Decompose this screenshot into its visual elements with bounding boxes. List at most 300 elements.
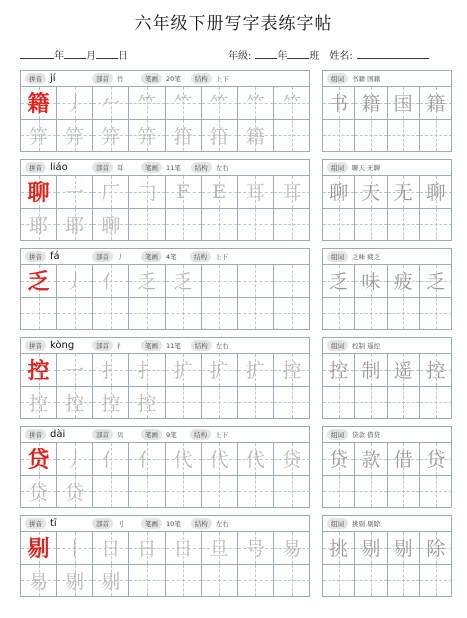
trace-char: ⺮ [245,93,265,116]
grid-cell[interactable] [21,565,57,598]
word-practice-box [322,159,452,241]
grid-cell[interactable] [21,176,57,209]
grid-cell[interactable] [93,387,129,420]
word-char: 控 [426,360,446,383]
grid-cell[interactable] [93,209,129,242]
grid-cell[interactable] [238,354,274,387]
grid-cell[interactable] [355,476,387,509]
grid-cell[interactable] [93,87,129,120]
grid-cell[interactable] [57,298,93,331]
practice-row [20,70,452,152]
month-blank[interactable] [64,49,86,59]
grid-cell[interactable] [21,354,57,387]
trace-char: 贷 [282,449,302,472]
practice-grid [21,265,309,330]
day-label: 日 [118,51,128,62]
grid-cell[interactable] [21,265,57,298]
trace-char: 箝 [209,125,229,148]
grid-cell[interactable] [274,532,310,565]
words-value: 贷款 借贷 [352,431,381,439]
grid-cell[interactable] [238,476,274,509]
grid-cell[interactable] [202,298,238,331]
grid-cell[interactable] [57,87,93,120]
grid-cell[interactable] [355,354,387,387]
word-char: 乏 [329,271,349,294]
guide-line [292,265,293,297]
grid-cell[interactable] [323,120,355,153]
grid-cell[interactable] [420,120,452,153]
trace-char: 乏 [137,271,157,294]
trace-char: 笄 [137,125,157,148]
month-label: 月 [86,51,96,62]
grid-cell[interactable] [388,176,420,209]
guide-line [255,209,256,241]
strokes-pill: 笔画 [141,73,162,84]
guide-line [255,387,256,419]
pinyin-value: dài [50,429,66,440]
grid-cell[interactable] [420,532,452,565]
grid-cell[interactable] [129,209,165,242]
structure-value: 上下 [215,253,228,261]
day-blank[interactable] [96,49,118,59]
char-practice-box [20,248,310,330]
trace-char: 旦 [209,538,229,561]
guide-line [219,265,220,297]
guide-line [436,565,437,597]
grid-cell[interactable] [129,565,165,598]
guide-line [183,476,184,508]
guide-line [111,476,112,508]
guide-line [255,565,256,597]
word-char: 制 [361,360,381,383]
structure-pill: 结构 [191,73,212,84]
grid-cell[interactable] [323,354,355,387]
trace-char: 控 [282,360,302,383]
grid-cell[interactable] [274,265,310,298]
grade-suffix: 年 [277,51,288,62]
grid-cell[interactable] [202,565,238,598]
trace-char: 亻 [101,271,121,294]
grid-cell[interactable] [274,209,310,242]
year-label: 年 [54,51,64,62]
trace-char: 代 [173,449,193,472]
char-info-bar [21,249,309,265]
grid-cell[interactable] [388,532,420,565]
grid-cell[interactable] [355,565,387,598]
grid-cell[interactable] [57,120,93,153]
trace-char: 厂 [101,182,121,205]
guide-line [371,120,372,152]
grid-cell[interactable] [274,120,310,153]
practice-row [20,426,452,508]
trace-char: 亻 [137,449,157,472]
word-char: 乏 [426,271,446,294]
guide-line [219,298,220,330]
grid-cell[interactable] [57,209,93,242]
trace-char: 控 [29,392,49,415]
word-char: 籍 [426,93,446,116]
grid-cell[interactable] [388,265,420,298]
student-line [228,47,429,62]
trace-char: 乏 [173,271,193,294]
trace-char: 日 [137,538,157,561]
grid-cell[interactable] [57,476,93,509]
guide-line [403,565,404,597]
structure-value: 上下 [215,431,228,439]
grid-cell[interactable] [388,209,420,242]
guide-line [436,387,437,419]
grid-cell[interactable] [238,532,274,565]
pinyin-pill: 拼音 [25,162,46,173]
grid-cell[interactable] [21,209,57,242]
grid-cell[interactable] [166,443,202,476]
grid-cell[interactable] [93,565,129,598]
guide-line [292,565,293,597]
grid-cell[interactable] [166,565,202,598]
words-value: 书籍 国籍 [352,75,381,83]
guide-line [436,476,437,508]
grid-cell[interactable] [21,298,57,331]
guide-line [255,265,256,297]
char-practice-box [20,159,310,241]
date-line [20,47,128,62]
word-grid [323,532,451,597]
class-label: 班 [309,51,320,62]
word-practice-box [322,426,452,508]
trace-char: 日 [173,538,193,561]
words-pill: 组词 [327,251,348,262]
grid-cell[interactable] [57,443,93,476]
trace-char: ⺮ [209,93,229,116]
strokes-pill: 笔画 [141,429,162,440]
trace-char: 扩 [245,360,265,383]
grid-cell[interactable] [323,532,355,565]
grid-cell[interactable] [93,265,129,298]
grid-cell[interactable] [274,387,310,420]
trace-char: 耶 [29,214,49,237]
grid-cell[interactable] [323,565,355,598]
grid-cell[interactable] [166,87,202,120]
grid-cell[interactable] [355,265,387,298]
radical-pill: 部首 [92,251,113,262]
grid-cell[interactable] [388,87,420,120]
word-char: 疲 [393,271,413,294]
grid-cell[interactable] [129,298,165,331]
guide-line [403,298,404,330]
trace-char: 控 [137,392,157,415]
grid-cell[interactable] [238,265,274,298]
trace-char: 一 [65,182,85,205]
grid-cell[interactable] [166,532,202,565]
practice-row [20,337,452,419]
guide-line [147,476,148,508]
grid-cell[interactable] [21,476,57,509]
grid-cell[interactable] [202,87,238,120]
grid-cell[interactable] [323,298,355,331]
guide-line [39,298,40,330]
radical-value: 刂 [117,520,124,528]
pinyin-value: fá [50,251,60,262]
char-info-bar [21,427,309,443]
structure-pill: 结构 [191,340,212,351]
grid-cell[interactable] [388,443,420,476]
pinyin-pill: 拼音 [25,251,46,262]
grid-cell[interactable] [274,176,310,209]
grid-cell[interactable] [323,387,355,420]
guide-line [436,209,437,241]
words-pill: 组词 [327,518,348,529]
words-pill: 组词 [327,429,348,440]
grid-cell[interactable] [93,532,129,565]
char-info-bar [21,338,309,354]
class-blank[interactable] [287,49,309,59]
radical-pill: 部首 [92,518,113,529]
grid-cell[interactable] [238,209,274,242]
grid-cell[interactable] [166,476,202,509]
grid-cell[interactable] [420,476,452,509]
grid-cell[interactable] [21,387,57,420]
page-title: 六年级下册写字表练字帖 [134,14,333,34]
grid-cell[interactable] [129,120,165,153]
grid-cell[interactable] [93,443,129,476]
trace-char: 易 [29,570,49,593]
grid-cell[interactable] [57,532,93,565]
model-char: 聊 [27,180,50,207]
grid-cell[interactable] [388,565,420,598]
trace-char: 扩 [173,360,193,383]
grid-cell[interactable] [202,476,238,509]
grid-cell[interactable] [202,176,238,209]
grid-cell[interactable] [129,476,165,509]
grid-cell[interactable] [355,298,387,331]
radical-value: 竹 [117,75,124,83]
grid-cell[interactable] [355,87,387,120]
guide-line [403,476,404,508]
grid-cell[interactable] [129,532,165,565]
word-grid [323,265,451,330]
grid-cell[interactable] [274,87,310,120]
model-char: 籍 [27,91,50,118]
words-pill: 组词 [327,162,348,173]
grid-cell[interactable] [388,354,420,387]
pinyin-value: jí [50,73,56,84]
trace-char: ⺮ [282,93,302,116]
grid-cell[interactable] [202,532,238,565]
grid-cell[interactable] [420,354,452,387]
grid-cell[interactable] [420,387,452,420]
grid-cell[interactable] [93,476,129,509]
guide-line [255,476,256,508]
trace-char: 耶 [65,214,85,237]
grid-cell[interactable] [355,443,387,476]
guide-line [371,298,372,330]
guide-line [183,387,184,419]
trace-char: 耳 [245,182,265,205]
grid-cell[interactable] [57,265,93,298]
strokes-value: 10笔 [166,520,181,528]
grid-cell[interactable] [388,476,420,509]
grid-cell[interactable] [323,265,355,298]
grid-cell[interactable] [166,120,202,153]
trace-char: 笄 [101,125,121,148]
grid-cell[interactable] [129,87,165,120]
grid-cell[interactable] [323,87,355,120]
grid-cell[interactable] [166,387,202,420]
words-value: 控制 遥控 [352,342,381,350]
grid-cell[interactable] [57,176,93,209]
structure-value: 左右 [215,164,229,172]
word-char: 天 [361,182,381,205]
grid-cell[interactable] [202,265,238,298]
grid-cell[interactable] [323,176,355,209]
grid-cell[interactable] [238,87,274,120]
grid-cell[interactable] [129,443,165,476]
trace-char: 日 [101,538,121,561]
grid-cell[interactable] [420,565,452,598]
grid-cell[interactable] [166,354,202,387]
strokes-pill: 笔画 [141,340,162,351]
guide-line [371,565,372,597]
grade-blank[interactable] [255,49,277,59]
words-value: 聊天 无聊 [352,164,381,172]
radical-value: 耳 [117,164,124,172]
word-char: 控 [329,360,349,383]
grid-cell[interactable] [129,354,165,387]
word-info-bar [323,160,451,176]
word-char: 国 [393,93,413,116]
grid-cell[interactable] [420,443,452,476]
trace-char: 贷 [65,481,85,504]
grid-cell[interactable] [166,298,202,331]
grid-cell[interactable] [93,354,129,387]
grid-cell[interactable] [420,265,452,298]
word-char: 剔 [361,538,381,561]
grid-cell[interactable] [274,476,310,509]
grid-cell[interactable] [166,265,202,298]
guide-line [183,209,184,241]
words-pill: 组词 [327,73,348,84]
grid-cell[interactable] [355,209,387,242]
trace-char: 剔 [65,570,85,593]
structure-value: 左右 [215,342,229,350]
guide-line [219,209,220,241]
grid-cell[interactable] [21,87,57,120]
char-practice-box [20,426,310,508]
grid-cell[interactable] [323,209,355,242]
grid-cell[interactable] [323,443,355,476]
grid-cell[interactable] [57,387,93,420]
pinyin-value: kòng [50,340,75,351]
guide-line [292,476,293,508]
grid-cell[interactable] [355,387,387,420]
structure-pill: 结构 [190,429,211,440]
grid-cell[interactable] [238,387,274,420]
word-grid [323,87,451,152]
guide-line [371,387,372,419]
guide-line [219,387,220,419]
word-char: 款 [361,449,381,472]
grid-cell[interactable] [93,120,129,153]
guide-line [292,120,293,152]
trace-char: 笄 [29,125,49,148]
guide-line [339,565,340,597]
grid-cell[interactable] [21,443,57,476]
word-char: 味 [361,271,381,294]
grid-cell[interactable] [129,265,165,298]
structure-value: 左右 [215,520,229,528]
grid-cell[interactable] [355,176,387,209]
grid-cell[interactable] [166,176,202,209]
grid-cell[interactable] [420,87,452,120]
grid-cell[interactable] [238,565,274,598]
grid-cell[interactable] [202,354,238,387]
grid-cell[interactable] [274,443,310,476]
grid-cell[interactable] [57,565,93,598]
word-char: 无 [393,182,413,205]
grid-cell[interactable] [238,176,274,209]
grid-cell[interactable] [21,532,57,565]
grid-cell[interactable] [355,532,387,565]
guide-line [111,298,112,330]
guide-line [403,120,404,152]
grid-cell[interactable] [129,176,165,209]
grid-cell[interactable] [202,387,238,420]
char-info-bar [21,71,309,87]
trace-char: 聊 [101,214,121,237]
grid-cell[interactable] [420,298,452,331]
grid-cell[interactable] [420,209,452,242]
grid-cell[interactable] [238,298,274,331]
grid-cell[interactable] [238,443,274,476]
practice-row [20,515,452,597]
grid-cell[interactable] [57,354,93,387]
name-blank[interactable] [357,49,429,59]
strokes-pill: 笔画 [141,162,162,173]
grid-cell[interactable] [93,176,129,209]
grid-cell[interactable] [274,565,310,598]
trace-char: 剔 [101,570,121,593]
grid-cell[interactable] [388,387,420,420]
year-blank[interactable] [20,49,54,59]
grid-cell[interactable] [129,387,165,420]
grid-cell[interactable] [202,443,238,476]
grid-cell[interactable] [420,176,452,209]
trace-char: 𠃌 [137,182,157,205]
grid-cell[interactable] [93,298,129,331]
grid-cell[interactable] [238,120,274,153]
grid-cell[interactable] [202,209,238,242]
trace-char: 箝 [173,125,193,148]
trace-char: 丿 [65,271,85,294]
structure-pill: 结构 [190,251,211,262]
pinyin-pill: 拼音 [25,340,46,351]
guide-line [183,565,184,597]
grid-cell[interactable] [355,120,387,153]
grid-cell[interactable] [274,354,310,387]
grid-cell[interactable] [323,476,355,509]
model-char: 乏 [27,269,50,296]
practice-grid [21,176,309,241]
grid-cell[interactable] [202,120,238,153]
grid-cell[interactable] [166,209,202,242]
guide-line [436,298,437,330]
grid-cell[interactable] [388,120,420,153]
guide-line [403,209,404,241]
grid-cell[interactable] [274,298,310,331]
grid-cell[interactable] [388,298,420,331]
word-char: 书 [329,93,349,116]
grid-cell[interactable] [21,120,57,153]
